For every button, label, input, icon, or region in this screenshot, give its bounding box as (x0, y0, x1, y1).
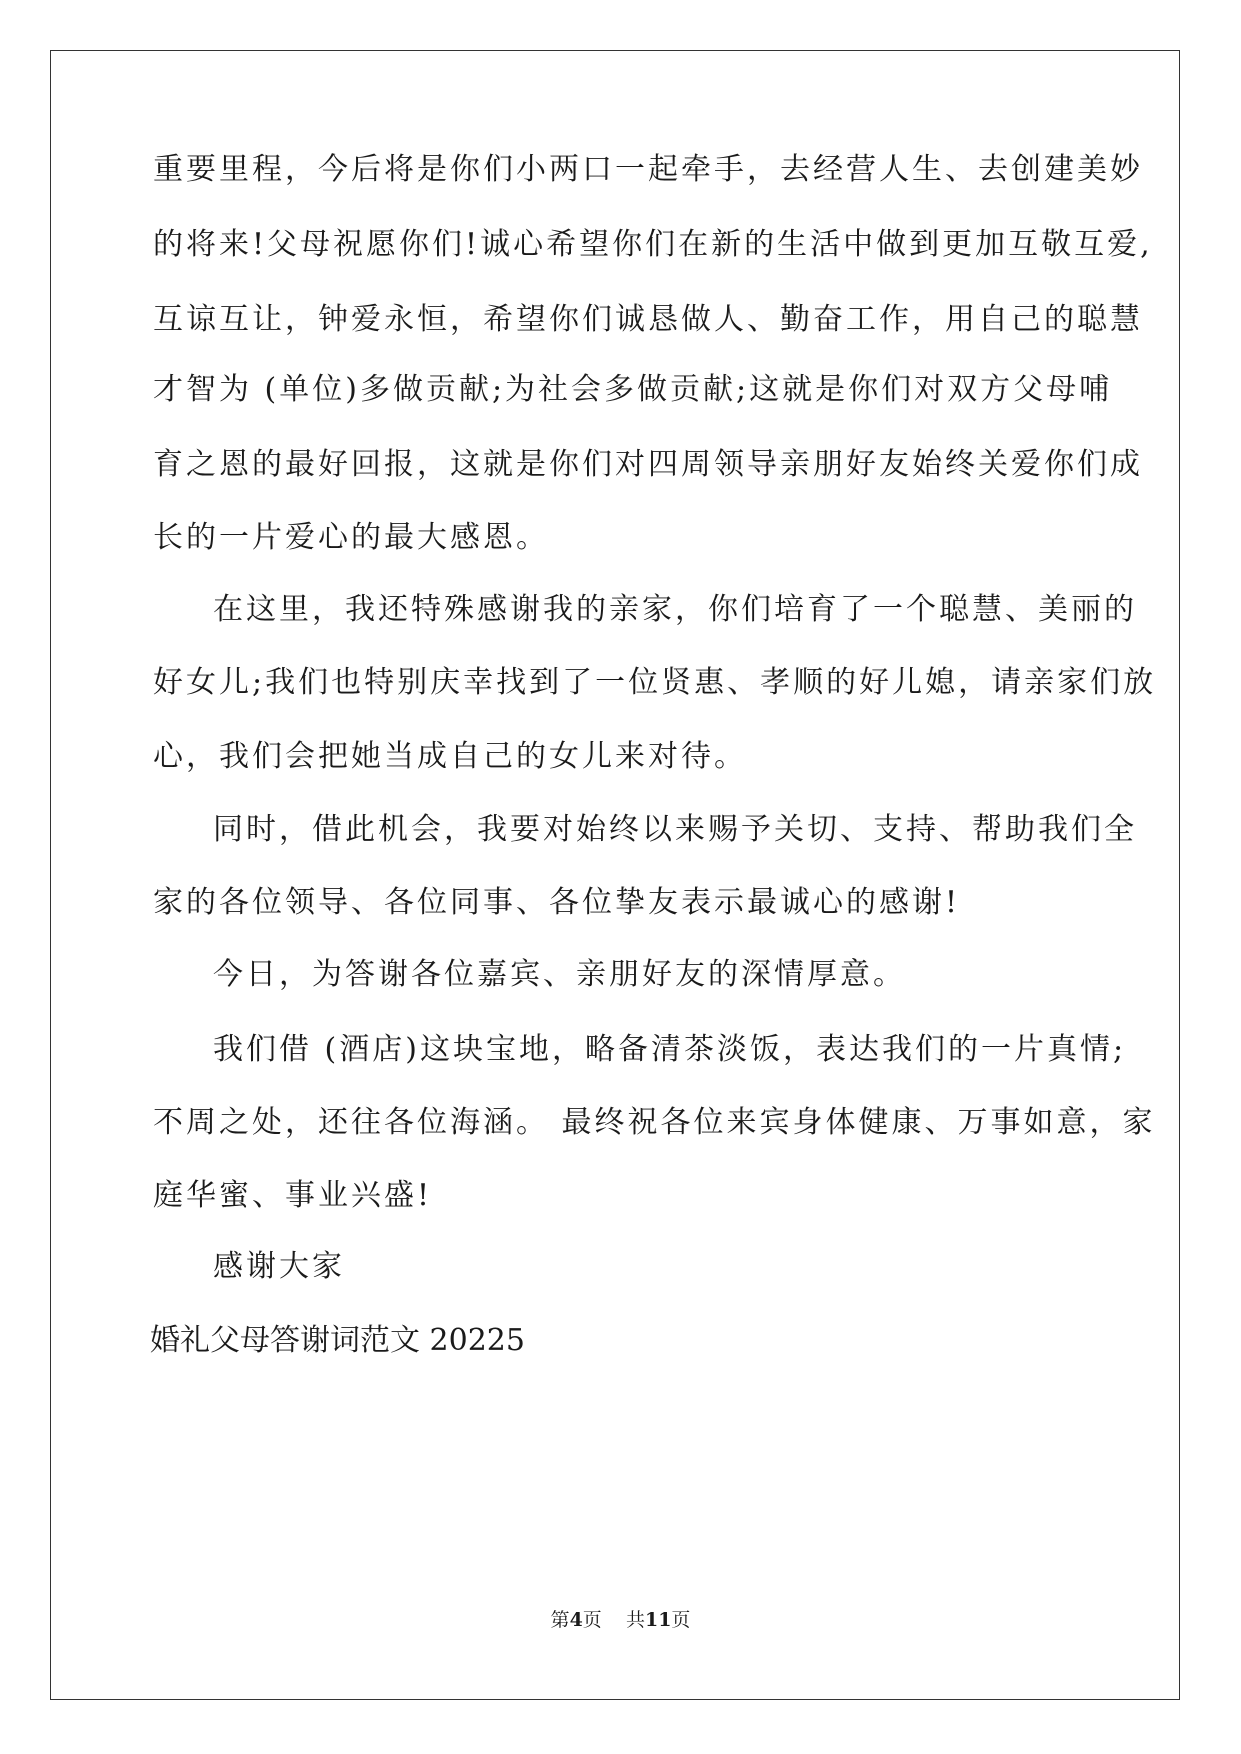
page-footer (0, 1608, 1241, 1632)
body-line: 好女儿;我们也特别庆幸找到了一位贤惠、孝顺的好儿媳，请亲家们放 (153, 665, 1157, 700)
body-line: 长的一片爱心的最大感恩。 (153, 520, 549, 555)
body-line: 互谅互让，钟爱永恒，希望你们诚恳做人、勤奋工作，用自己的聪慧 (153, 302, 1143, 337)
footer-suffix: 页 (671, 1609, 691, 1631)
footer-page-number: 4 (569, 1609, 583, 1631)
section-heading: 婚礼父母答谢词范文 20225 (150, 1323, 525, 1358)
footer-prefix: 第 (550, 1609, 570, 1631)
paragraph-start-line: 在这里，我还特殊感谢我的亲家，你们培育了一个聪慧、美丽的 (213, 592, 1137, 627)
paragraph-start-line: 今日，为答谢各位嘉宾、亲朋好友的深情厚意。 (213, 957, 906, 992)
paragraph-start-line: 我们借 (酒店)这块宝地，略备清茶淡饭，表达我们的一片真情; (213, 1032, 1127, 1067)
body-line: 的将来!父母祝愿你们!诚心希望你们在新的生活中做到更加互敬互爱, (153, 227, 1153, 262)
footer-total-pages: 11 (644, 1609, 672, 1631)
body-line: 庭华蜜、事业兴盛! (153, 1178, 433, 1213)
paragraph-start-line: 同时，借此机会，我要对始终以来赐予关切、支持、帮助我们全 (213, 812, 1137, 847)
body-line: 心，我们会把她当成自己的女儿来对待。 (153, 739, 747, 774)
footer-mid: 页 共 (582, 1609, 645, 1631)
page-frame (50, 50, 1180, 1700)
body-line: 重要里程，今后将是你们小两口一起牵手，去经营人生、去创建美妙 (153, 152, 1143, 187)
body-line: 家的各位领导、各位同事、各位挚友表示最诚心的感谢! (153, 885, 961, 920)
closing-line: 感谢大家 (213, 1249, 345, 1284)
body-line: 才智为 (单位)多做贡献;为社会多做贡献;这就是你们对双方父母哺 (153, 372, 1113, 407)
body-line: 育之恩的最好回报，这就是你们对四周领导亲朋好友始终关爱你们成 (153, 447, 1143, 482)
body-line: 不周之处，还往各位海涵。 最终祝各位来宾身体健康、万事如意，家 (153, 1105, 1156, 1140)
